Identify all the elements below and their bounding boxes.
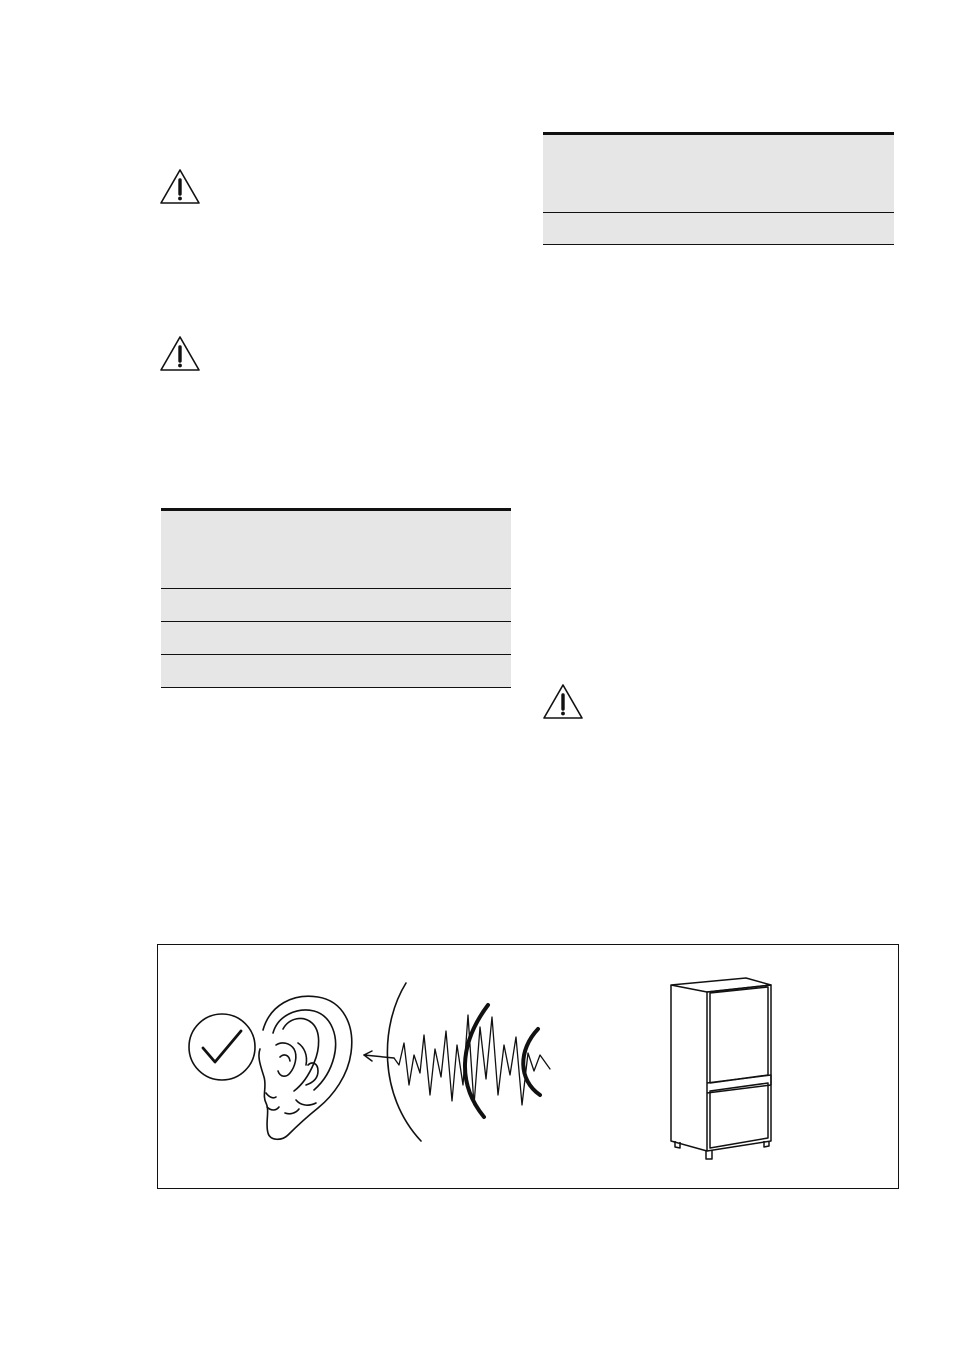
table-header: [161, 508, 511, 589]
top-right-table: [543, 132, 894, 245]
table-row: [161, 622, 511, 655]
table-row: [161, 589, 511, 622]
table-row: [161, 655, 511, 688]
table-header: [543, 132, 894, 213]
ear-icon: [259, 996, 352, 1139]
noise-illustration: [157, 944, 899, 1189]
warning-triangle-icon: [542, 683, 584, 721]
left-table: [161, 508, 511, 688]
warning-triangle-icon: [159, 168, 201, 206]
sound-wave-icon: [364, 983, 550, 1141]
check-circle-icon: [189, 1014, 255, 1080]
table-row: [543, 213, 894, 245]
fridge-freezer-icon: [671, 978, 771, 1159]
warning-triangle-icon: [159, 335, 201, 373]
